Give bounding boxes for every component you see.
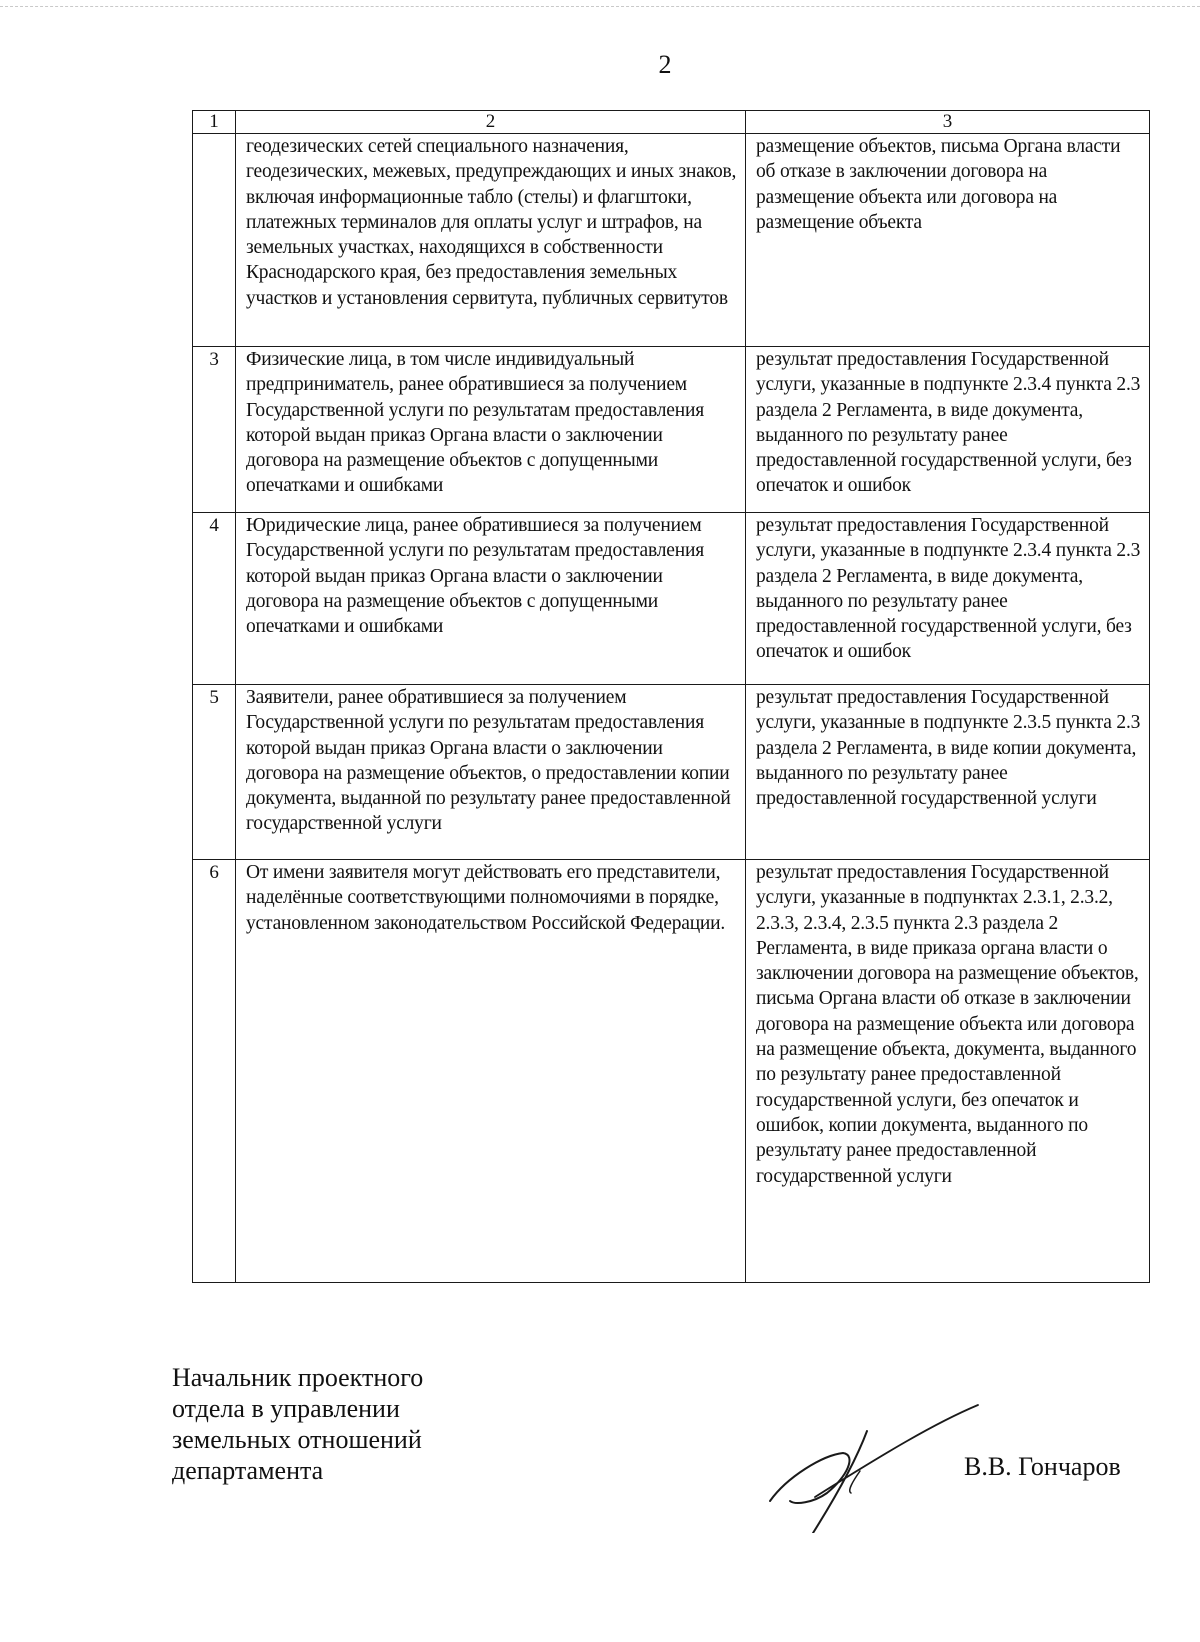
table-row	[193, 347, 1150, 513]
signer-position-line: отдела в управлении	[172, 1394, 400, 1423]
handwritten-signature	[765, 1393, 980, 1533]
signer-position-line: Начальник проектного	[172, 1363, 424, 1392]
header-col-2: 2	[236, 111, 746, 134]
table-row	[193, 685, 1150, 860]
applicant-category-cell: От имени заявителя могут действовать его представители, наделённые соответствующими полномочиями в порядке, установленном законодательством Российской Федерации.	[236, 860, 746, 1283]
service-result-cell: результат предоставления Государственной услуги, указанные в подпунктах 2.3.1, 2.3.2, 2.3.3, 2.3.4, 2.3.5 пункта 2.3 раздела 2 Регламента, в виде приказа органа власти о заключении договора на размещение объектов, письма Органа власти об отказе в заключении договора на размещение объекта или договора на размещение объекта, документа, выданного по результату ранее предоставленной государственной услуги, без опечаток и ошибок, копии документа, выданного по результату ранее предоставленной государственной услуги	[746, 860, 1150, 1283]
table-row	[193, 134, 1150, 347]
table-row	[193, 860, 1150, 1283]
row-number: 3	[193, 347, 236, 513]
signer-position	[172, 1362, 423, 1486]
table-header-row	[193, 111, 1150, 134]
applicant-category-cell: геодезических сетей специального назначения, геодезических, межевых, предупреждающих и иных знаков, включая информационные табло (стелы) и флагштоки, платежных терминалов для оплаты услуг и штрафов, на земельных участках, находящихся в собственности Краснодарского края, без предоставления земельных участков и установления сервитута, публичных сервитутов	[236, 134, 746, 347]
row-number: 5	[193, 685, 236, 860]
row-number	[193, 134, 236, 347]
scan-top-edge	[0, 6, 1200, 7]
page-number: 2	[658, 50, 672, 79]
table-row	[193, 513, 1150, 685]
row-number: 4	[193, 513, 236, 685]
signer-position-line: департамента	[172, 1456, 324, 1485]
signer-name: В.В. Гончаров	[964, 1452, 1121, 1481]
applicant-category-cell: Заявители, ранее обратившиеся за получением Государственной услуги по результатам предоставления которой выдан приказ Органа власти о заключении договора на размещение объектов, о предоставлении копии документа, выданной по результату ранее предоставленной государственной услуги	[236, 685, 746, 860]
service-result-cell: результат предоставления Государственной услуги, указанные в подпункте 2.3.5 пункта 2.3 раздела 2 Регламента, в виде копии документа, выданного по результату ранее предоставленной государственной услуги	[746, 685, 1150, 860]
row-number: 6	[193, 860, 236, 1283]
service-result-cell: результат предоставления Государственной услуги, указанные в подпункте 2.3.4 пункта 2.3 раздела 2 Регламента, в виде документа, выданного по результату ранее предоставленной государственной услуги, без опечаток и ошибок	[746, 513, 1150, 685]
services-table	[192, 110, 1150, 1283]
service-result-cell: размещение объектов, письма Органа власти об отказе в заключении договора на размещение объекта или договора на размещение объекта	[746, 134, 1150, 347]
service-result-cell: результат предоставления Государственной услуги, указанные в подпункте 2.3.4 пункта 2.3 раздела 2 Регламента, в виде документа, выданного по результату ранее предоставленной государственной услуги, без опечаток и ошибок	[746, 347, 1150, 513]
signer-position-line: земельных отношений	[172, 1425, 422, 1454]
header-col-1: 1	[193, 111, 236, 134]
applicant-category-cell: Юридические лица, ранее обратившиеся за получением Государственной услуги по результатам предоставления которой выдан приказ Органа власти о заключении договора на размещение объектов с допущенными опечатками и ошибками	[236, 513, 746, 685]
applicant-category-cell: Физические лица, в том числе индивидуальный предприниматель, ранее обратившиеся за получением Государственной услуги по результатам предоставления которой выдан приказ Органа власти о заключении договора на размещение объектов с допущенными опечатками и ошибками	[236, 347, 746, 513]
header-col-3: 3	[746, 111, 1150, 134]
